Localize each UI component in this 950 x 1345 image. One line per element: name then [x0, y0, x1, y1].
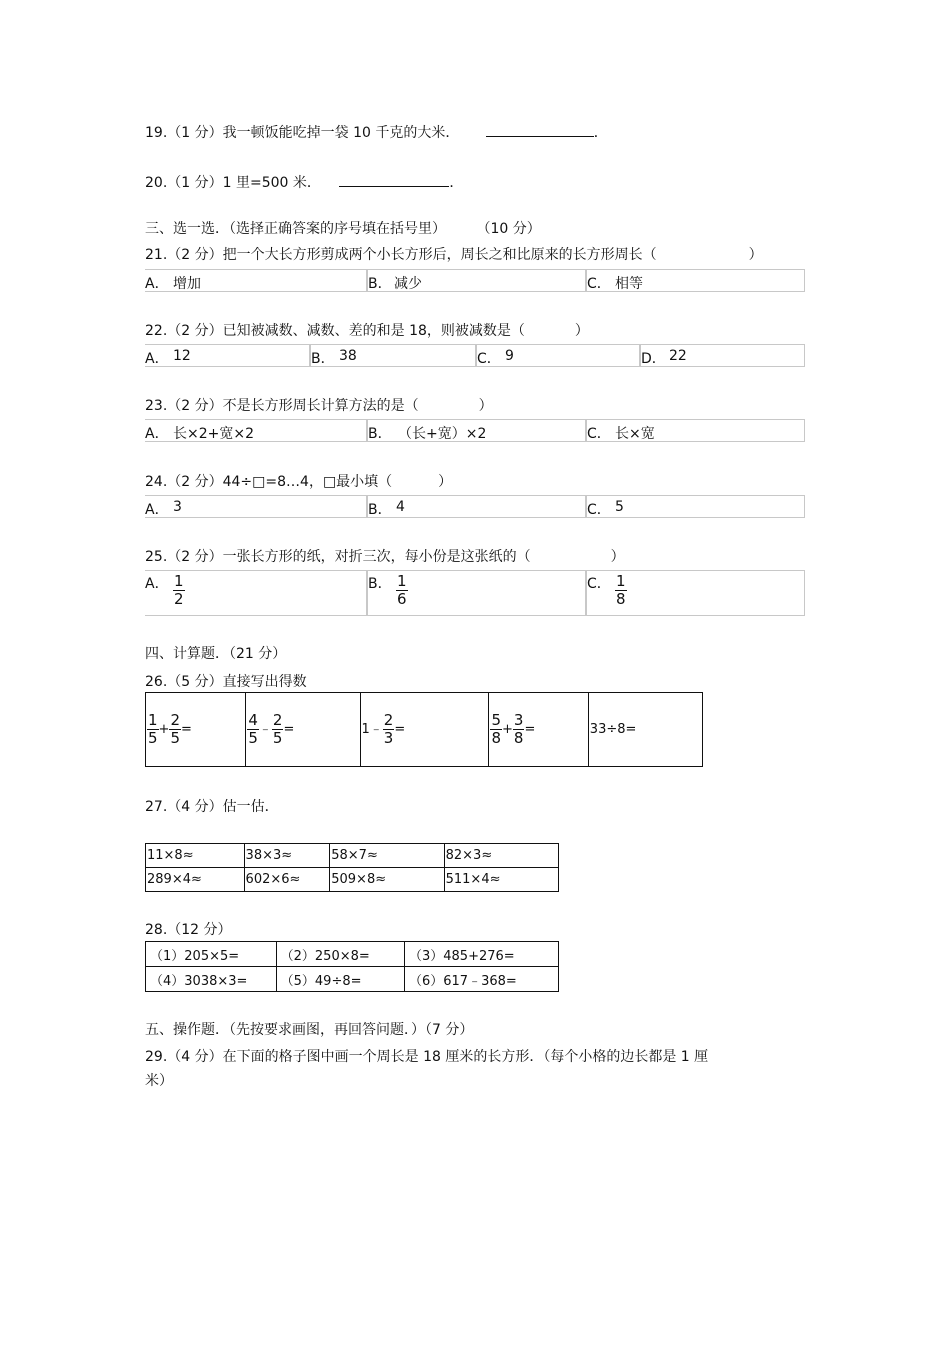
question-27-text: 27.（4 分）估一估． — [145, 799, 279, 815]
option-24-a[interactable] — [145, 495, 367, 518]
option-value: 增加 — [173, 276, 201, 292]
section-3-heading — [145, 220, 541, 238]
operator: + — [502, 722, 513, 737]
calculation-cell[interactable]: （2）250×8= — [276, 942, 404, 967]
estimate-cell[interactable]: 511×4≈ — [444, 868, 558, 892]
option-label: C． — [587, 576, 611, 592]
answer-blank-19[interactable] — [486, 122, 594, 137]
question-20 — [145, 172, 463, 192]
question-19-end: ． — [593, 125, 608, 141]
leading-term: 1﹣ — [361, 722, 383, 737]
option-label: A． — [145, 276, 169, 292]
mental-math-cell-3[interactable] — [360, 693, 489, 767]
option-value: 38 — [339, 348, 357, 364]
question-28-text: 28.（12 分） — [145, 922, 232, 938]
operator: + — [158, 722, 170, 737]
operator: ﹣ — [258, 722, 272, 737]
option-25-c[interactable] — [586, 570, 805, 616]
fraction-numerator: 1 — [174, 572, 184, 590]
calculation-table — [145, 941, 559, 992]
option-25-b[interactable] — [367, 570, 586, 616]
option-value: 12 — [173, 348, 191, 364]
option-label: C． — [477, 351, 501, 367]
option-value: （长+宽）×2 — [398, 426, 487, 442]
question-24-close: ） — [438, 474, 453, 490]
option-value: 3 — [173, 499, 182, 515]
calculation-cell[interactable]: （4）3038×3= — [146, 967, 277, 992]
equals: = — [524, 722, 536, 737]
equals: = — [394, 722, 406, 737]
answer-blank-20[interactable] — [339, 172, 449, 187]
question-22 — [145, 322, 589, 340]
option-value: 9 — [505, 348, 514, 364]
option-value — [615, 573, 627, 608]
fraction-denominator: 5 — [148, 729, 158, 747]
option-label: A． — [145, 576, 169, 592]
section-4-heading — [145, 645, 286, 663]
option-value: 4 — [396, 499, 405, 515]
option-25-a[interactable] — [145, 570, 367, 616]
question-21-close: ） — [748, 247, 763, 263]
estimate-cell[interactable]: 602×6≈ — [244, 868, 330, 892]
fraction-numerator: 1 — [148, 711, 158, 729]
estimate-cell[interactable]: 82×3≈ — [444, 844, 558, 868]
option-22-d[interactable] — [640, 344, 805, 367]
question-22-close: ） — [574, 323, 589, 339]
fraction-numerator: 3 — [513, 711, 524, 729]
question-21-text: 21.（2 分）把一个大长方形剪成两个小长方形后，周长之和比原来的长方形周长（ — [145, 247, 657, 263]
option-22-c[interactable] — [476, 344, 640, 367]
question-29-text-cont: 米） — [145, 1073, 173, 1089]
option-label: B． — [368, 502, 392, 518]
option-value — [173, 573, 185, 608]
question-29-text: 29.（4 分）在下面的格子图中画一个周长是 18 厘米的长方形．（每个小格的边长都是 1 厘 — [145, 1049, 709, 1065]
option-value: 22 — [669, 348, 687, 364]
question-19-text: 19.（1 分）我一顿饭能吃掉一袋 10 千克的大米． — [145, 125, 460, 141]
fraction-denominator: 5 — [170, 729, 180, 747]
mental-math-cell-1[interactable] — [146, 693, 246, 767]
expression: 33÷8= — [589, 722, 637, 737]
option-21-c[interactable] — [586, 269, 805, 292]
options-25 — [145, 570, 805, 616]
estimate-cell[interactable]: 289×4≈ — [146, 868, 245, 892]
option-label: B． — [368, 276, 392, 292]
option-21-b[interactable] — [367, 269, 586, 292]
question-25-close: ） — [610, 549, 625, 565]
mental-math-cell-4[interactable] — [489, 693, 588, 767]
option-22-a[interactable] — [145, 344, 310, 367]
option-label: B． — [368, 426, 392, 442]
fraction-numerator: 4 — [248, 711, 258, 729]
option-label: C． — [587, 502, 611, 518]
option-label: C． — [587, 276, 611, 292]
section-3-score: （10 分） — [476, 221, 541, 237]
option-label: A． — [145, 426, 169, 442]
option-23-a[interactable] — [145, 419, 367, 442]
option-value — [396, 573, 408, 608]
fraction-denominator: 8 — [491, 729, 501, 747]
fraction-numerator: 5 — [491, 711, 501, 729]
mental-math-cell-2[interactable] — [246, 693, 360, 767]
fraction-denominator: 5 — [248, 729, 258, 747]
option-label: D． — [641, 351, 666, 367]
question-29-line-2 — [145, 1072, 173, 1090]
question-26 — [145, 673, 307, 691]
option-23-c[interactable] — [586, 419, 805, 442]
options-24 — [145, 495, 805, 518]
question-23 — [145, 397, 493, 415]
option-22-b[interactable] — [310, 344, 476, 367]
option-label: B． — [368, 576, 392, 592]
mental-math-cell-5[interactable] — [588, 693, 702, 767]
mental-math-table — [145, 692, 703, 767]
section-5-title: 五、操作题．（先按要求画图，再回答问题．）（7 分） — [145, 1022, 474, 1038]
option-21-a[interactable] — [145, 269, 367, 292]
question-24 — [145, 473, 452, 491]
option-23-b[interactable] — [367, 419, 586, 442]
fraction-numerator: 1 — [616, 572, 626, 590]
estimate-cell[interactable]: 11×8≈ — [146, 844, 245, 868]
calculation-cell[interactable]: （5）49÷8= — [276, 967, 404, 992]
options-21 — [145, 269, 805, 292]
section-4-title: 四、计算题．（21 分） — [145, 646, 287, 662]
fraction-numerator: 1 — [397, 572, 407, 590]
fraction-denominator: 8 — [513, 729, 524, 747]
question-22-text: 22.（2 分）已知被减数、减数、差的和是 18，则被减数是（ — [145, 323, 525, 339]
question-25 — [145, 548, 625, 566]
fraction-denominator: 8 — [616, 590, 626, 608]
option-24-c[interactable] — [586, 495, 805, 518]
estimate-cell[interactable]: 38×3≈ — [244, 844, 330, 868]
equals: = — [181, 722, 192, 737]
option-label: C． — [587, 426, 611, 442]
calculation-cell[interactable]: （6）617﹣368= — [404, 967, 558, 992]
option-label: A． — [145, 351, 169, 367]
question-21 — [145, 246, 763, 264]
option-value: 减少 — [394, 276, 422, 292]
question-24-text: 24.（2 分）44÷□=8…4，□最小填（ — [145, 474, 393, 490]
calculation-cell[interactable]: （3）485+276= — [404, 942, 558, 967]
fraction-denominator: 6 — [397, 590, 407, 608]
question-26-text: 26.（5 分）直接写出得数 — [145, 674, 307, 690]
question-20-end: ． — [449, 175, 464, 191]
section-5-heading — [145, 1021, 473, 1039]
option-label: A． — [145, 502, 169, 518]
options-22 — [145, 344, 805, 367]
fraction-denominator: 5 — [272, 729, 283, 747]
option-value: 长×2+宽×2 — [173, 426, 255, 442]
fraction-numerator: 2 — [170, 711, 180, 729]
question-23-text: 23.（2 分）不是长方形周长计算方法的是（ — [145, 398, 419, 414]
options-23 — [145, 419, 805, 442]
estimate-cell[interactable]: 509×8≈ — [330, 868, 444, 892]
option-value: 长×宽 — [615, 426, 655, 442]
option-value: 5 — [615, 499, 624, 515]
calculation-cell[interactable]: （1）205×5= — [146, 942, 277, 967]
question-28 — [145, 921, 232, 939]
question-29-line-1 — [145, 1048, 708, 1066]
option-label: B． — [311, 351, 335, 367]
question-23-close: ） — [478, 398, 493, 414]
estimate-cell[interactable]: 58×7≈ — [330, 844, 444, 868]
option-value: 相等 — [615, 276, 643, 292]
estimate-table — [145, 843, 559, 892]
question-25-text: 25.（2 分）一张长方形的纸，对折三次，每小份是这张纸的（ — [145, 549, 531, 565]
section-3-title: 三、选一选．（选择正确答案的序号填在括号里） — [145, 221, 446, 237]
equals: = — [283, 722, 295, 737]
question-19 — [145, 122, 608, 142]
fraction-denominator: 3 — [383, 729, 394, 747]
question-27 — [145, 798, 279, 816]
question-20-text: 20.（1 分）1 里=500 米． — [145, 175, 321, 191]
fraction-numerator: 2 — [383, 711, 394, 729]
option-24-b[interactable] — [367, 495, 586, 518]
fraction-denominator: 2 — [174, 590, 184, 608]
fraction-numerator: 2 — [272, 711, 283, 729]
